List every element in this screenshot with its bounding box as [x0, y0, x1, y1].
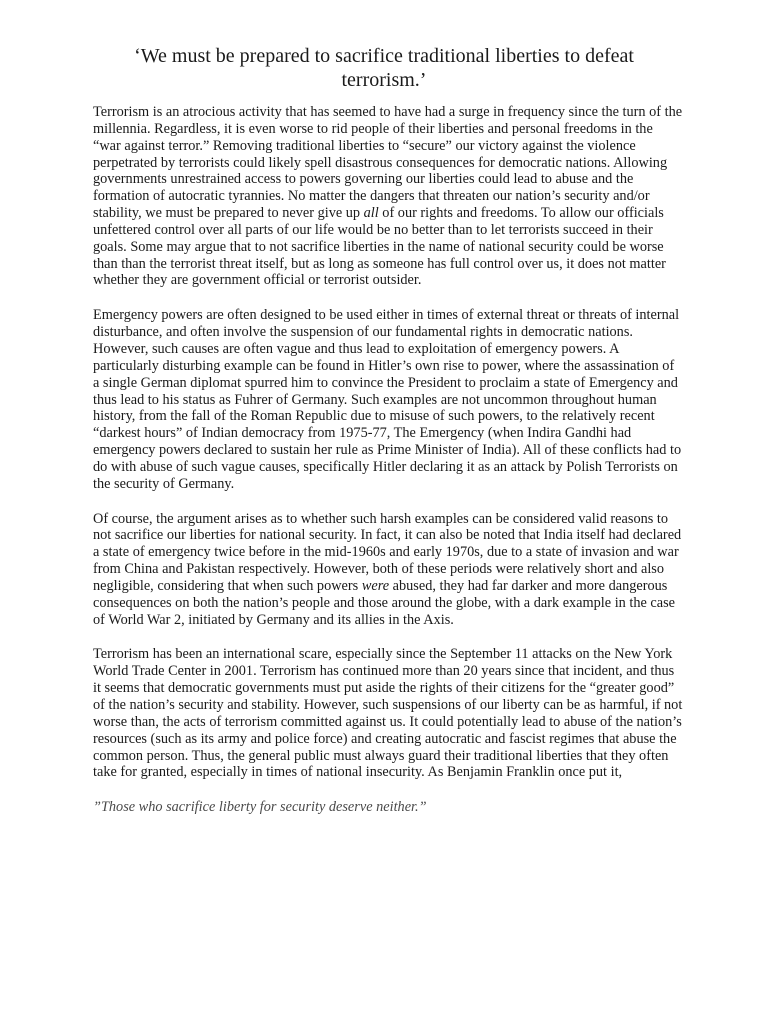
paragraph-4-text: Terrorism has been an international scare, especially since the September 11 attacks on the New York World Trade Center in 2001. Terrorism has continued more than 20 years since that incident, and thus it seems that democratic governments must put aside the rights of their citizens for the “greater good” of the nation’s security and stability. However, such suspensions of our liberty can be as harmful, if not worse than, the acts of terrorism committed against us. It could potentially lead to abuse of the nation’s resources (such as its army and police force) and creating autocratic and fascist regimes that abuse the common person. Thus, the general public must always guard their traditional liberties that they often take for granted, especially in times of national insecurity. As Benjamin Franklin once put it,: [93, 646, 683, 781]
essay-body: [93, 104, 683, 834]
paragraph-1-text-a: Terrorism is an atrocious activity that has seemed to have had a surge in frequency since the turn of the millennia. Regardless, it is even worse to rid people of their liberties and personal freedoms in the “war against terror.” Removing traditional liberties to “secure” our victory against the violence perpetrated by terrorists could likely spell disastrous consequences for democratic nations. Allowing governments unrestrained access to powers governing our liberties could lead to abuse and the formation of autocratic tyrannies. No matter the dangers that threaten our nation’s security and/or stability, we must be prepared to never give up: [93, 104, 683, 222]
paragraph-2-text: Emergency powers are often designed to be used either in times of external threat or threats of internal disturbance, and often involve the suspension of our fundamental rights in democratic nations. However, such causes are often vague and thus lead to exploitation of emergency powers. A particularly disturbing example can be found in Hitler’s own rise to power, where the assassination of a single German diplomat spurred him to convince the President to proclaim a state of Emergency and thus lead to his status as Fuhrer of Germany. Such examples are not uncommon throughout human history, from the fall of the Roman Republic due to misuse of such powers, to the relatively recent “darkest hours” of Indian democracy from 1975-77, The Emergency (when Indira Gandhi had emergency powers declared to sustain her rule as Prime Minister of India). All of these conflicts had to do with abuse of such vague causes, specifically Hitler declaring it as an attack by Polish Terrorists on the security of Germany.: [93, 307, 682, 492]
closing-quote: ”Those who sacrifice liberty for security deserve neither.”: [93, 799, 427, 816]
paragraph-1-emphasis: all: [363, 205, 379, 222]
paragraph-3: [93, 511, 683, 629]
paragraph-1: [93, 104, 683, 289]
paragraph-4: [93, 646, 683, 781]
essay-title: ‘We must be prepared to sacrifice traditional liberties to defeat terrorism.’: [134, 45, 634, 91]
paragraph-3-text-a: Of course, the argument arises as to whether such harsh examples can be considered valid reasons to not sacrifice our liberties for national security. In fact, it can also be noted that India itself had declared a state of emergency twice before in the mid-1960s and early 1970s, due to a state of invasion and war from China and Pakistan respectively. However, both of these periods were relatively short and also negligible, considering that when such powers: [93, 510, 682, 594]
paragraph-3-text-b: abused, they had far darker and more dangerous consequences on both the nation’s people and those around the globe, with a dark example in the case of World War 2, initiated by Germany and its allies in the Axis.: [93, 577, 676, 628]
paragraph-1-text-b: of our rights and freedoms. To allow our officials unfettered control over all parts of our life would be no better than to let terrorists succeed in their goals. Some may argue that to not sacrifice liberties in the name of national security could be worse than than the terrorist threat itself, but as long as someone has full control over us, it does not matter whether they are government official or terrorist outsider.: [93, 205, 666, 289]
paragraph-3-emphasis: were: [361, 577, 390, 594]
paragraph-2: [93, 307, 683, 492]
